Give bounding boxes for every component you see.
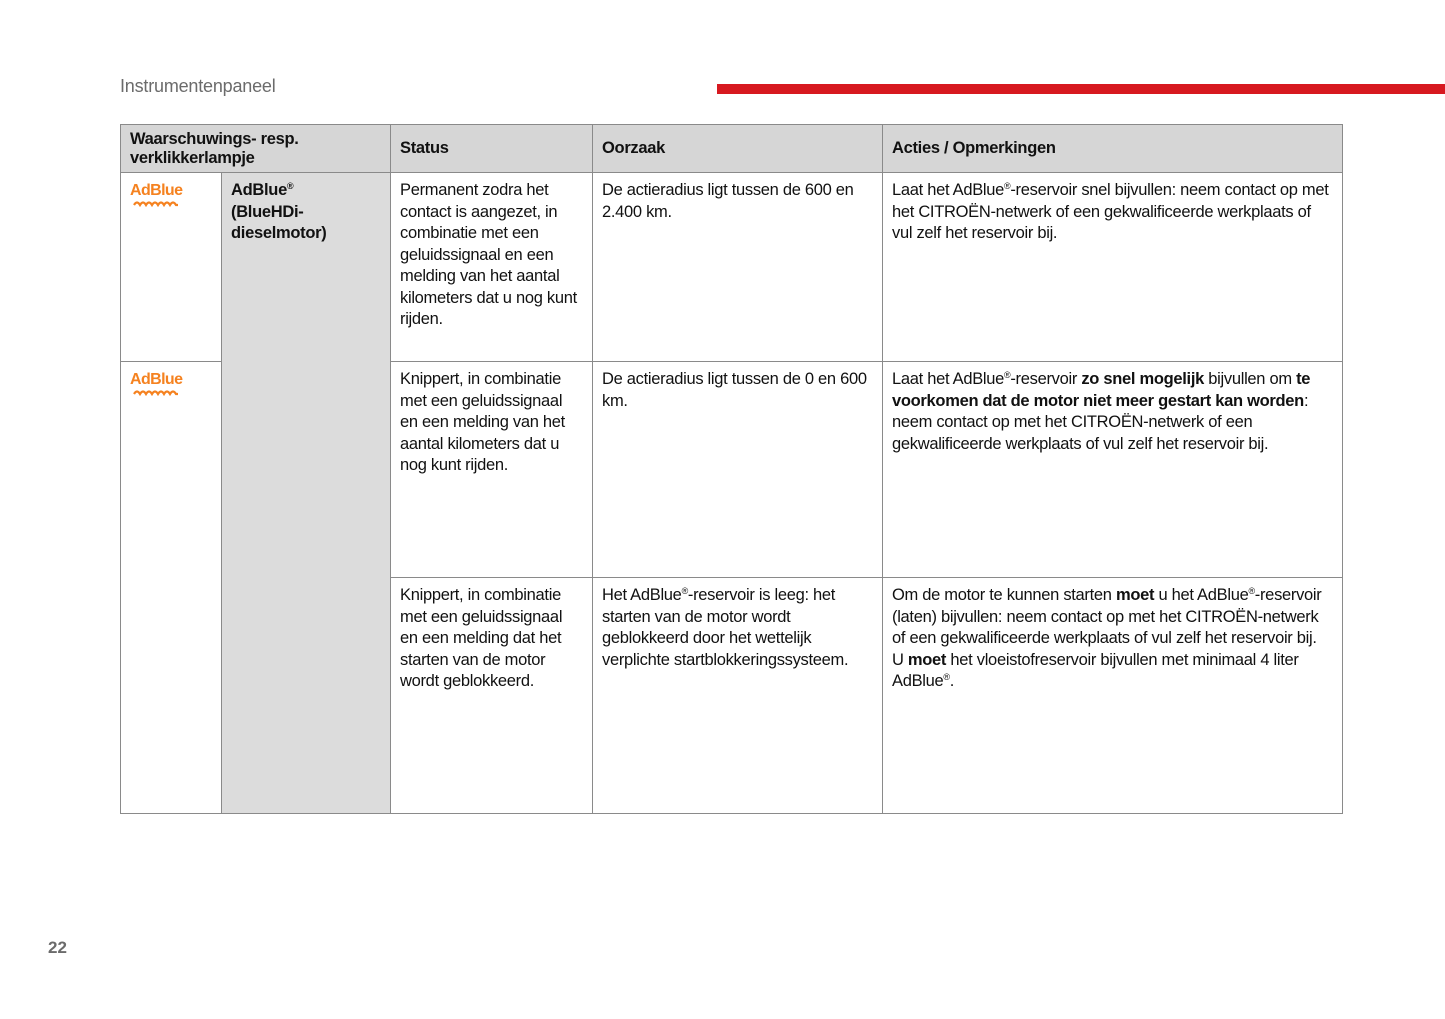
table-row (121, 173, 1343, 362)
header-actions: Acties / Opmerkingen (883, 125, 1343, 173)
cause-cell: De actieradius ligt tussen de 0 en 600 km. (593, 362, 883, 578)
actions-cell: Laat het AdBlue®-reservoir snel bijvullen: neem contact op met het CITROËN-netwerk of een gekwalificeerde werkplaats of vul zelf het reservoir bij. (883, 173, 1343, 362)
header-status: Status (391, 125, 593, 173)
warning-lamp-table (120, 124, 1343, 814)
header-accent-bar (717, 84, 1445, 94)
actions-cell: Laat het AdBlue®-reservoir zo snel mogelijk bijvullen om te voorkomen dat de motor niet meer gestart kan worden: neem contact op met het CITROËN-netwerk of een gekwalificeerde werkplaats of vul zelf het reservoir bij. (883, 362, 1343, 578)
lamp-icon-cell (121, 362, 222, 814)
header-lamp: Waarschuwings- resp. verklikkerlampje (121, 125, 391, 173)
header-cause: Oorzaak (593, 125, 883, 173)
actions-cell: Om de motor te kunnen starten moet u het AdBlue®-reservoir (laten) bijvullen: neem contact op met het CITROËN-netwerk of een gekwalificeerde werkplaats of vul zelf het reservoir bij. U moet het vloeistofreservoir bijvullen met minimaal 4 liter AdBlue®. (883, 578, 1343, 814)
lamp-engine-type: (BlueHDi-dieselmotor) (231, 202, 327, 242)
cause-cell: De actieradius ligt tussen de 600 en 2.400 km. (593, 173, 883, 362)
lamp-name: AdBlue (231, 181, 287, 199)
status-cell: Knippert, in combinatie met een geluidssignaal en een melding van het aantal kilometers dat u nog kunt rijden. (391, 362, 593, 578)
status-cell: Knippert, in combinatie met een geluidssignaal en een melding dat het starten van de motor wordt geblokkeerd. (391, 578, 593, 814)
status-cell: Permanent zodra het contact is aangezet, in combinatie met een geluidssignaal en een melding van het aantal kilometers dat u nog kunt rijden. (391, 173, 593, 362)
table-header-row (121, 125, 1343, 173)
page-number: 22 (48, 938, 67, 957)
section-title: Instrumentenpaneel (120, 76, 276, 96)
registered-mark: ® (286, 181, 294, 191)
lamp-name-cell (222, 173, 391, 814)
lamp-icon-cell (121, 173, 222, 362)
cause-cell: Het AdBlue®-reservoir is leeg: het starten van de motor wordt geblokkeerd door het wettelijk verplichte startblokkeringssysteem. (593, 578, 883, 814)
adblue-warning-icon: AdBlue (130, 372, 182, 396)
adblue-warning-icon: AdBlue (130, 183, 182, 207)
